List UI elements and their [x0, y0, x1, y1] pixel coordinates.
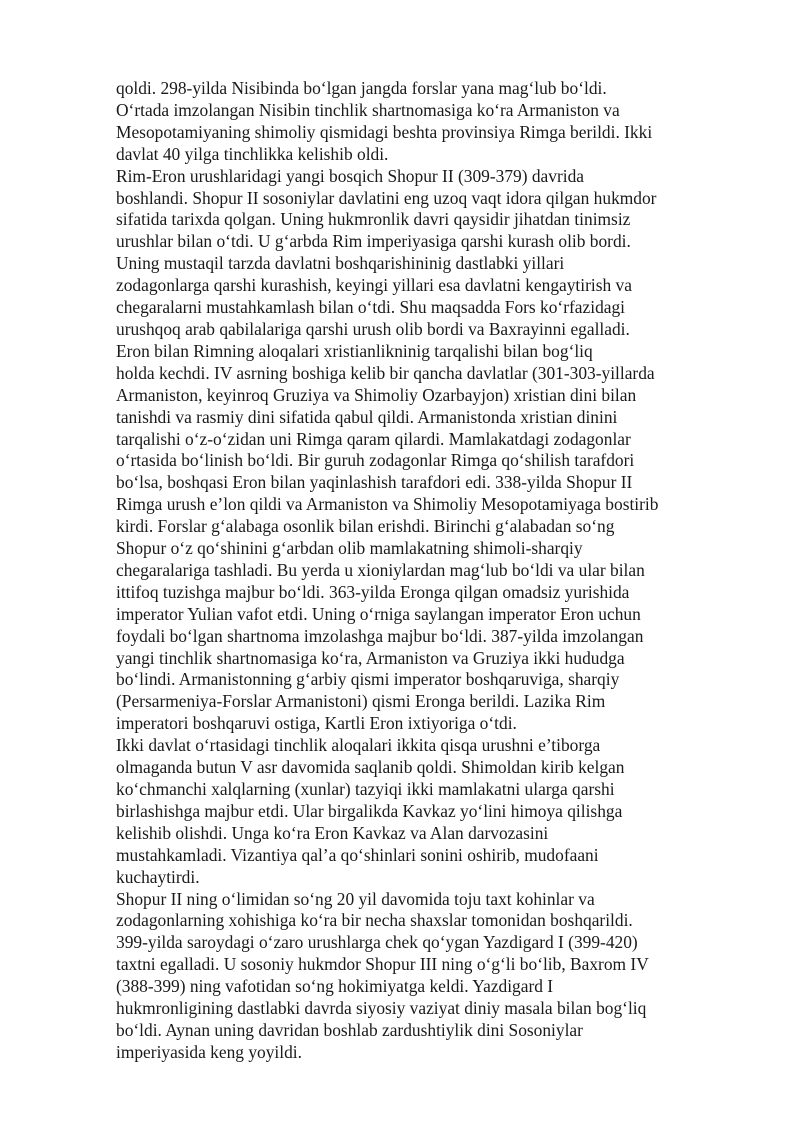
text-line: Shopur II ning o‘limidan so‘ng 20 yil davomida toju taxt kohinlar va [116, 888, 595, 909]
text-line: urushlar bilan o‘tdi. U g‘arbda Rim imperiyasiga qarshi kurash olib bordi. [116, 231, 631, 252]
text-line: (388-399) ning vafotidan so‘ng hokimiyatga keldi. Yazdigard I [116, 976, 554, 997]
text-line: chegaralarni mustahkamlash bilan o‘tdi. Shu maqsadda Fors ko‘rfazidagi [116, 297, 626, 318]
text-line: ko‘chmanchi xalqlarning (xunlar) tazyiqi ikki mamlakatni ularga qarshi [116, 779, 615, 799]
text-line: imperatori boshqaruvi ostiga, Kartli Eron ixtiyoriga o‘tdi. [116, 713, 517, 734]
text-line: sifatida tarixda qolgan. Uning hukmronlik davri qaysidir jihatdan tinimsiz [116, 209, 631, 230]
text-line: o‘rtasida bo‘linish bo‘ldi. Bir guruh zodagonlar Rimga qo‘shilish tarafdori [116, 450, 635, 471]
text-line: zodagonlarning xohishiga ko‘ra bir necha shaxslar tomonidan boshqarildi. [116, 910, 633, 931]
text-line: qoldi. 298-yilda Nisibinda bo‘lgan jangda forslar yana mag‘lub bo‘ldi. [116, 78, 607, 98]
text-line: bo‘ldi. Aynan uning davridan boshlab zardushtiylik dini Sosoniylar [116, 1019, 583, 1040]
text-line: bo‘lindi. Armanistonning g‘arbiy qismi imperator boshqaruviga, sharqiy [116, 669, 620, 690]
text-line: bo‘lsa, boshqasi Eron bilan yaqinlashish tarafdori edi. 338-yilda Shopur II [116, 472, 633, 493]
text-line: Rim-Eron urushlaridagi yangi bosqich Shopur II (309-379) davrida [116, 165, 585, 186]
text-line: kuchaytirdi. [116, 866, 200, 887]
document-page [116, 78, 716, 1064]
text-line: kelishib olishdi. Unga ko‘ra Eron Kavkaz va Alan darvozasini [116, 822, 549, 843]
text-line: Shopur o‘z qo‘shinini g‘arbdan olib mamlakatning shimoli-sharqiy [116, 538, 583, 559]
text-line: zodagonlarga qarshi kurashish, keyingi yillari esa davlatni kengaytirish va [116, 275, 632, 296]
text-line: imperator Yulian vafot etdi. Uning o‘rniga saylangan imperator Eron uchun [116, 603, 641, 624]
text-line: holda kechdi. IV asrning boshiga kelib bir qancha davlatlar (301-303-yillarda [116, 362, 655, 383]
text-line: tanishdi va rasmiy dini sifatida qabul qildi. Armanistonda xristian dinini [116, 406, 618, 427]
text-line: yangi tinchlik shartnomasiga ko‘ra, Armaniston va Gruziya ikki hududga [116, 647, 625, 668]
text-line: tarqalishi o‘z-o‘zidan uni Rimga qaram qilardi. Mamlakatdagi zodagonlar [116, 428, 631, 449]
text-line: mustahkamladi. Vizantiya qal’a qo‘shinlari sonini oshirib, mudofaani [116, 844, 599, 865]
text-line: foydali bo‘lgan shartnoma imzolashga majbur bo‘ldi. 387-yilda imzolangan [116, 625, 644, 646]
text-line: 399-yilda saroydagi o‘zaro urushlarga chek qo‘ygan Yazdigard I (399-420) [116, 932, 638, 953]
text-line: (Persarmeniya-Forslar Armanistoni) qismi Eronga berildi. Lazika Rim [116, 691, 606, 712]
text-line: chegaralariga tashladi. Bu yerda u xioniylardan mag‘lub bo‘ldi va ular bilan [116, 559, 645, 580]
text-line: taxtni egalladi. U sosoniy hukmdor Shopur III ning o‘g‘li bo‘lib, Baxrom IV [116, 954, 649, 975]
text-line: imperiyasida keng yoyildi. [116, 1041, 302, 1062]
text-line: kirdi. Forslar g‘alabaga osonlik bilan erishdi. Birinchi g‘alabadan so‘ng [116, 516, 615, 537]
text-line: Armaniston, keyinroq Gruziya va Shimoliy Ozarbayjon) xristian dini bilan [116, 384, 637, 405]
text-line: Rimga urush e’lon qildi va Armaniston va Shimoliy Mesopotamiyaga bostirib [116, 494, 659, 515]
text-line: birlashishga majbur etdi. Ular birgalikda Kavkaz yo‘lini himoya qilishga [116, 800, 623, 821]
text-line: Mesopotamiyaning shimoliy qismidagi beshta provinsiya Rimga berildi. Ikki [116, 121, 653, 142]
text-line: urushqoq arab qabilalariga qarshi urush olib bordi va Baxrayinni egalladi. [116, 318, 630, 339]
text-line: boshlandi. Shopur II sosoniylar davlatini eng uzoq vaqt idora qilgan hukmdor [116, 187, 657, 208]
text-line: davlat 40 yilga tinchlikka kelishib oldi. [116, 143, 389, 164]
text-line: Ikki davlat o‘rtasidagi tinchlik aloqalari ikkita qisqa urushni e’tiborga [116, 735, 601, 756]
text-line: hukmronligining dastlabki davrda siyosiy vaziyat diniy masala bilan bog‘liq [116, 998, 647, 1019]
text-line: ittifoq tuzishga majbur bo‘ldi. 363-yilda Eronga qilgan omadsiz yurishida [116, 581, 630, 602]
text-line: olmaganda butun V asr davomida saqlanib qoldi. Shimoldan kirib kelgan [116, 757, 625, 778]
text-line: O‘rtada imzolangan Nisibin tinchlik shartnomasiga ko‘ra Armaniston va [116, 99, 620, 120]
text-line: Uning mustaqil tarzda davlatni boshqarishininig dastlabki yillari [116, 253, 565, 274]
text-line: Eron bilan Rimning aloqalari xristianlikninig tarqalishi bilan bog‘liq [116, 340, 593, 361]
